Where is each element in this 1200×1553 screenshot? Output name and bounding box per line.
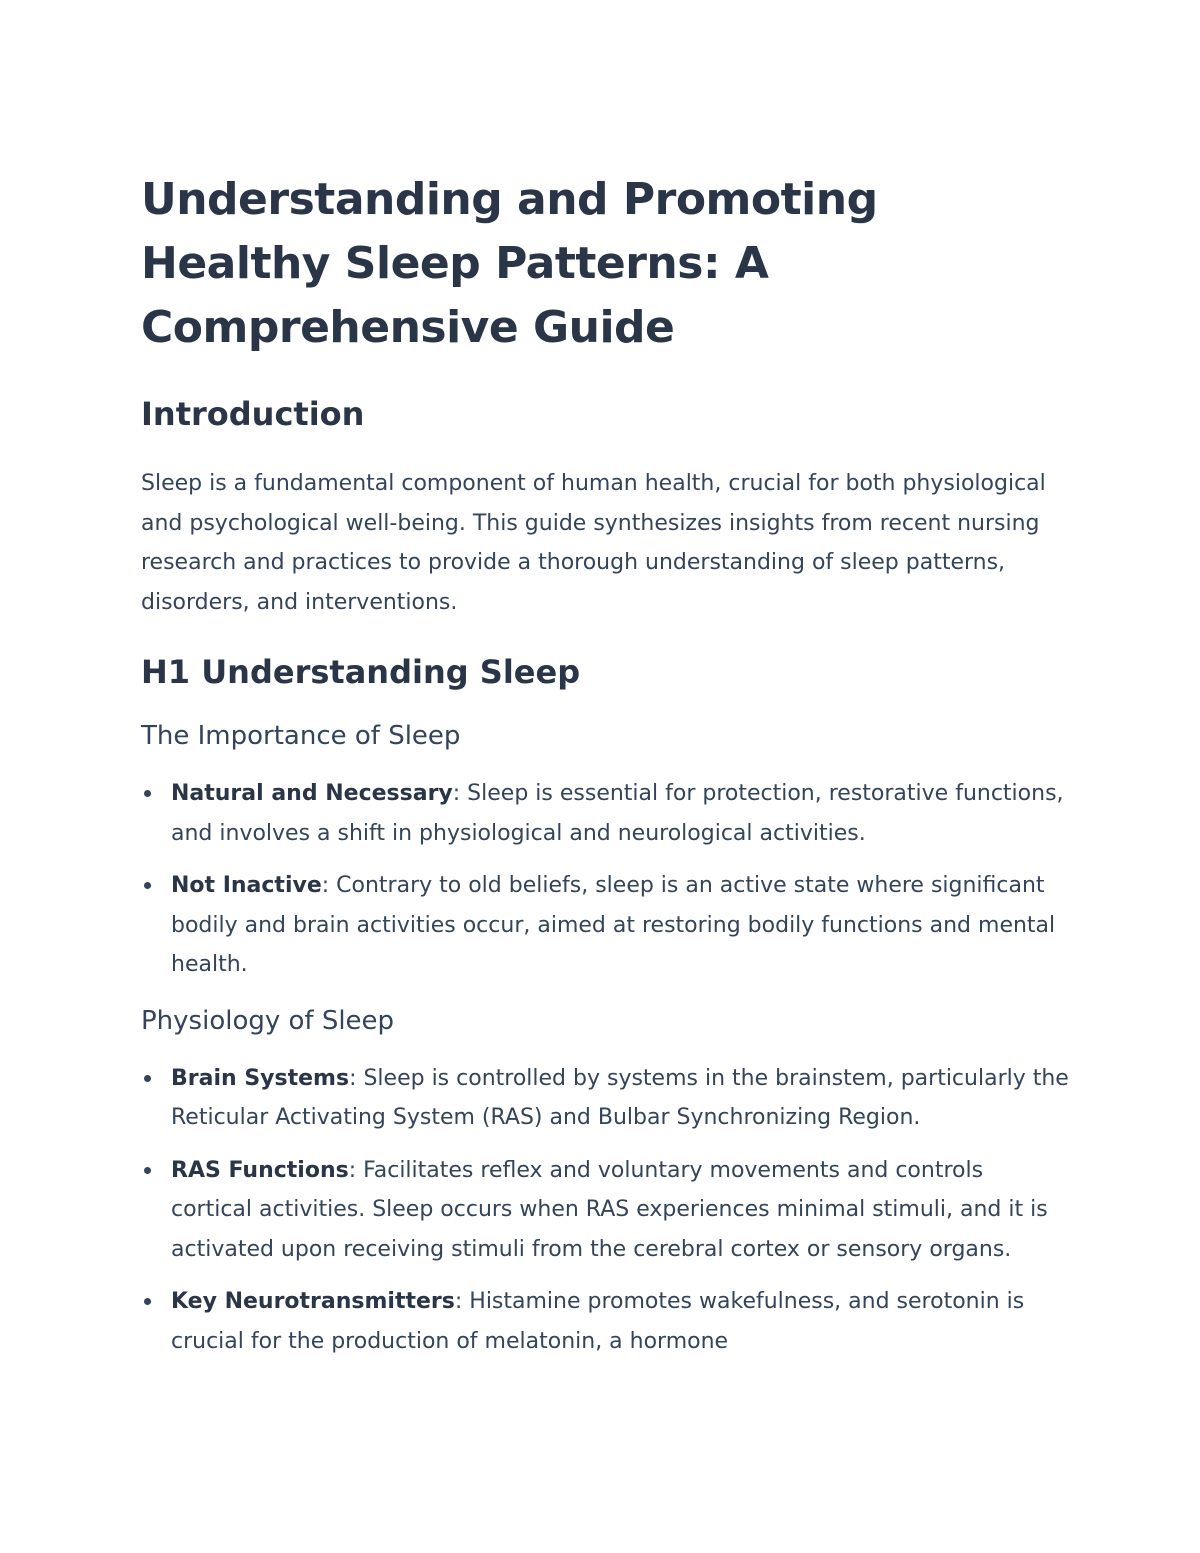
- bullet-icon: [144, 882, 151, 889]
- list-item-term: Not Inactive: [171, 873, 322, 898]
- subheading-importance-of-sleep: The Importance of Sleep: [141, 721, 461, 751]
- list-item: [141, 774, 1071, 853]
- bullet-icon: [144, 1075, 151, 1082]
- list-item-term: Brain Systems: [171, 1065, 350, 1091]
- list-item-text: : Sleep is controlled by systems in the brainstem, particularly the Reticular Activating System (RAS) and Bulbar Synchronizing Region.: [171, 1065, 1069, 1130]
- bullet-icon: [144, 1167, 151, 1174]
- document-title: Understanding and Promoting Healthy Sleep Patterns: A Comprehensive Guide: [141, 174, 878, 353]
- list-item: [141, 1282, 1071, 1361]
- list-item: [141, 1059, 1071, 1138]
- section-heading-understanding-sleep: H1 Understanding Sleep: [141, 653, 581, 691]
- list-item: [141, 866, 1071, 985]
- list-item-term: RAS Functions: [171, 1157, 349, 1183]
- subheading-physiology-of-sleep: Physiology of Sleep: [141, 1005, 395, 1036]
- bullet-icon: [144, 1298, 151, 1305]
- bullet-icon: [144, 790, 151, 797]
- document-page: [141, 168, 1071, 1361]
- list-item-text: : Sleep is essential for protection, restorative functions, and involves a shift in physiological and neurological activities.: [171, 781, 1064, 846]
- importance-list: [141, 774, 1071, 985]
- list-item-term: Natural and Necessary: [171, 781, 453, 806]
- list-item-text: : Facilitates reflex and voluntary movements and controls cortical activities. Sleep occurs when RAS experiences minimal stimuli, and it is activated upon receiving stimuli from the cerebral cortex or sensory organs.: [171, 1157, 1048, 1262]
- list-item-text: : Contrary to old beliefs, sleep is an active state where significant bodily and brain activities occur, aimed at restoring bodily functions and mental health.: [171, 873, 1056, 977]
- list-item: [141, 1151, 1071, 1270]
- physiology-list: [141, 1059, 1071, 1362]
- list-item-term: Key Neurotransmitters: [171, 1289, 455, 1314]
- introduction-heading: Introduction: [141, 395, 365, 433]
- introduction-paragraph: Sleep is a fundamental component of human health, crucial for both physiological and psychological well-being. This guide synthesizes insights from recent nursing research and practices to provide a thorough understanding of sleep patterns, disorders, and interventions.: [141, 471, 1046, 615]
- list-item-text: : Histamine promotes wakefulness, and serotonin is crucial for the production of melatonin, a hormone: [171, 1289, 1025, 1354]
